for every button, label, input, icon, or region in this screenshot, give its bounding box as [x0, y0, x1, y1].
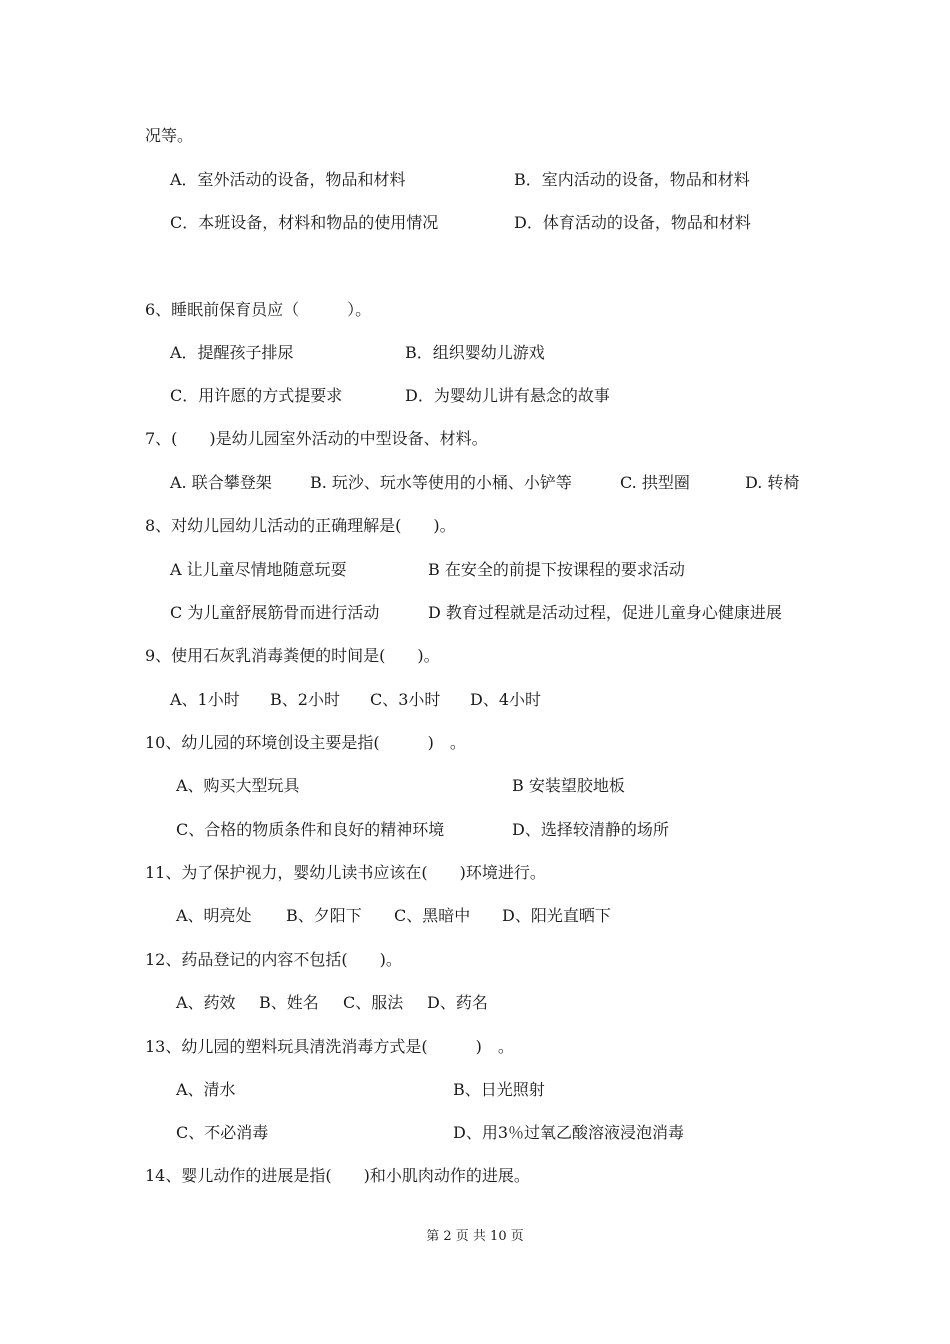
question-13-option-d: D、用3％过氧乙酸溶液浸泡消毒 [453, 1123, 685, 1142]
question-6-stem: 6、睡眠前保育员应（ ）。 [145, 300, 372, 319]
question-11-option-c: C、黑暗中 [394, 906, 471, 925]
question-6-option-d: D．为婴幼儿讲有悬念的故事 [405, 386, 610, 405]
question-8-option-d: D 教育过程就是活动过程，促进儿童身心健康进展 [428, 603, 782, 622]
question-12-option-d: D、药名 [427, 993, 488, 1012]
question-10-option-b: B 安装望胶地板 [512, 776, 625, 795]
question-10-option-c: C、合格的物质条件和良好的精神环境 [176, 820, 445, 839]
question-6-option-c: C．用许愿的方式提要求 [170, 386, 343, 405]
question-9-option-d: D、4小时 [470, 690, 542, 709]
question-7-stem: 7、( )是幼儿园室外活动的中型设备、材料。 [145, 429, 488, 448]
question-13-option-b: B、日光照射 [453, 1080, 545, 1099]
question-12-option-c: C、服法 [343, 993, 404, 1012]
question-9-option-b: B、2小时 [270, 690, 340, 709]
question-10-option-d: D、选择较清静的场所 [512, 820, 669, 839]
question-6-option-b: B．组织婴幼儿游戏 [405, 343, 545, 362]
question-10-option-a: A、购买大型玩具 [176, 776, 300, 795]
question-11-option-b: B、夕阳下 [286, 906, 362, 925]
question-12-option-a: A、药效 [176, 993, 236, 1012]
question-11-stem: 11、为了保护视力，婴幼儿读书应该在( )环境进行。 [145, 863, 546, 882]
question-8-stem: 8、对幼儿园幼儿活动的正确理解是( )。 [145, 516, 456, 535]
question-6-option-a: A．提醒孩子排尿 [170, 343, 294, 362]
q5-option-a: A．室外活动的设备，物品和材料 [170, 170, 406, 189]
question-7-option-a: A. 联合攀登架 [170, 473, 272, 492]
question-10-stem: 10、幼儿园的环境创设主要是指( ) 。 [145, 733, 466, 752]
question-8-option-a: A 让儿童尽情地随意玩耍 [170, 560, 347, 579]
q5-option-c: C．本班设备，材料和物品的使用情况 [170, 213, 439, 232]
q5-option-b: B．室内活动的设备，物品和材料 [514, 170, 750, 189]
question-11-option-d: D、阳光直晒下 [502, 906, 611, 925]
question-7-option-c: C. 拱型圈 [620, 473, 690, 492]
question-13-option-c: C、不必消毒 [176, 1123, 269, 1142]
question-9-option-a: A、1小时 [170, 690, 240, 709]
question-8-option-b: B 在安全的前提下按课程的要求活动 [428, 560, 685, 579]
question-14-stem: 14、婴儿动作的进展是指( )和小肌肉动作的进展。 [145, 1166, 530, 1185]
page-number-footer: 第 2 页 共 10 页 [426, 1229, 524, 1244]
question-9-option-c: C、3小时 [370, 690, 441, 709]
continuation-text: 况等。 [145, 126, 194, 145]
question-7-option-d: D. 转椅 [745, 473, 800, 492]
question-12-option-b: B、姓名 [259, 993, 319, 1012]
question-13-stem: 13、幼儿园的塑料玩具清洗消毒方式是( ) 。 [145, 1037, 514, 1056]
q5-option-d: D．体育活动的设备，物品和材料 [514, 213, 751, 232]
question-9-stem: 9、使用石灰乳消毒粪便的时间是( )。 [145, 646, 440, 665]
question-11-option-a: A、明亮处 [176, 906, 252, 925]
question-8-option-c: C 为儿童舒展筋骨而进行活动 [170, 603, 380, 622]
question-7-option-b: B. 玩沙、玩水等使用的小桶、小铲等 [310, 473, 572, 492]
question-13-option-a: A、清水 [176, 1080, 236, 1099]
question-12-stem: 12、药品登记的内容不包括( )。 [145, 950, 402, 969]
